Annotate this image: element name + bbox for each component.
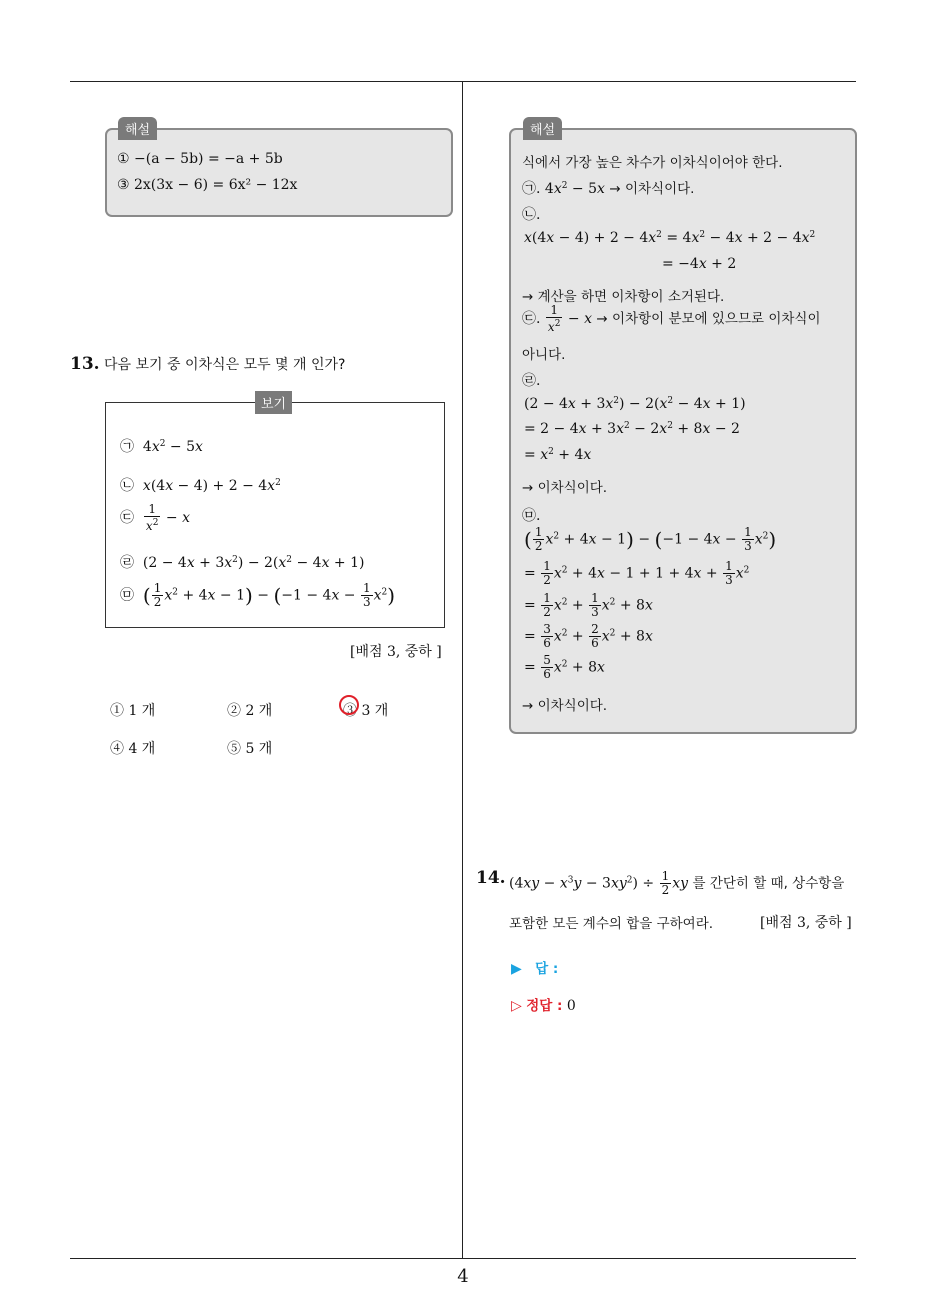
solution-d-label: ㉣.	[522, 373, 541, 389]
question-14-text: $(4xy - x^3y - 3xy^2)$ ÷ $\frac{1}{2}$ xy 를 간단히 할 때, 상수항을	[509, 869, 845, 897]
solution-e-eq5: = $\frac{5}{6}$ $x^2 + 8x$	[524, 653, 605, 681]
solution-e-eq1: ( $\frac{1}{2}$ $x^2 + 4x - 1) - (-1 - 4x$ − $\frac{1}{3}$ $x^2$)	[524, 525, 777, 553]
solution-c-cont: 아니다.	[522, 347, 566, 363]
question-14-text-2: 포함한 모든 계수의 합을 구하여라.	[509, 916, 714, 932]
score-13: [배점 3, 중하 ]	[350, 644, 442, 660]
solution-e-label: ㉤.	[522, 508, 541, 524]
solution-e-tail: → 이차식이다.	[522, 698, 608, 714]
solution-e-eq4: = $\frac{3}{6}$ $x^2$ + $\frac{2}{6}$ $x^2 + 8x$	[524, 622, 653, 650]
boki-item: ㉢ $\frac{1}{x^2}$ − x	[120, 502, 190, 533]
solution-b-eq1: $x(4x - 4) + 2 - 4x^2 = 4x^2 - 4x + 2 - 4x^2$	[524, 230, 816, 246]
boki-label: 보기	[255, 391, 292, 414]
correct-value: 0	[566, 998, 576, 1014]
solution-e-eq3: = $\frac{1}{2}$ $x^2$ + $\frac{1}{3}$ $x^2 + 8x$	[524, 591, 653, 619]
play-triangle-icon: ▶	[511, 961, 522, 977]
top-rule	[70, 81, 856, 82]
solution-intro: 식에서 가장 높은 차수가 이차식이어야 한다.	[522, 155, 783, 171]
choice-5[interactable]: ⑤ 5 개	[227, 741, 273, 757]
solution-d-eq3: = $x^2 + 4x$	[524, 447, 592, 463]
answer-row[interactable]	[511, 957, 558, 977]
boki-item: ㉤ ( $\frac{1}{2}$ $x^2 + 4x - 1) - (-1 - 4x$ − $\frac{1}{3}$ $x^2$)	[120, 581, 396, 609]
question-14	[476, 868, 506, 888]
page-number: 4	[457, 1266, 469, 1287]
score-14: [배점 3, 중하 ]	[760, 915, 852, 931]
solution-line: ① −(a − 5b) = −a + 5b	[117, 151, 283, 167]
boki-item: ㉣ $(2 - 4x + 3x^2) - 2(x^2 - 4x + 1)$	[120, 555, 365, 571]
question-13	[70, 354, 345, 374]
choice-3[interactable]: ③ 3 개	[343, 703, 389, 719]
solution-b-note: → 계산을 하면 이차항이 소거된다.	[522, 289, 725, 305]
correct-label: 정답 :	[526, 998, 563, 1014]
choice-4[interactable]: ④ 4 개	[110, 741, 156, 757]
answer-circle-mark	[339, 695, 359, 715]
solution-a: ㉠. $4x^2 - 5x$ → 이차식이다.	[522, 181, 695, 197]
choice-2[interactable]: ② 2 개	[227, 703, 273, 719]
solution-tag: 해설	[523, 117, 562, 140]
solution-d-eq1: $(2 - 4x + 3x^2) - 2(x^2 - 4x + 1)$	[524, 396, 746, 412]
answer-label: 답 :	[535, 961, 559, 977]
choice-1[interactable]: ① 1 개	[110, 703, 156, 719]
solution-line: ③ 2x(3x − 6) = 6x² − 12x	[117, 177, 298, 193]
solution-box-12	[105, 128, 453, 217]
outline-triangle-icon: ▷	[511, 998, 522, 1014]
solution-e-eq2: = $\frac{1}{2}$ $x^2 + 4x - 1 + 1 + 4x$ + $\frac{1}{3}$ $x^2$	[524, 559, 750, 587]
question-number: 13.	[70, 354, 100, 374]
question-text: 다음 보기 중 이차식은 모두 몇 개 인가?	[104, 357, 346, 373]
column-divider	[462, 82, 463, 1258]
solution-c: ㉢. $\frac{1}{x^2}$ − x → 이차항이 분모에 있으므로 이차식이	[522, 303, 821, 334]
solution-b-label: ㉡.	[522, 207, 541, 223]
correct-answer-row	[511, 994, 576, 1014]
solution-tag: 해설	[118, 117, 157, 140]
solution-d-eq2: = $2 - 4x + 3x^2 - 2x^2 + 8x - 2$	[524, 421, 740, 437]
bottom-rule	[70, 1258, 856, 1259]
boki-item: ㉡ $x(4x - 4) + 2 - 4x^2$	[120, 478, 281, 494]
solution-b-eq2: = −4x + 2	[662, 256, 737, 272]
boki-item: ㉠ $4x^2 - 5x$	[120, 439, 203, 455]
solution-d-tail: → 이차식이다.	[522, 480, 608, 496]
question-number: 14.	[476, 868, 506, 888]
